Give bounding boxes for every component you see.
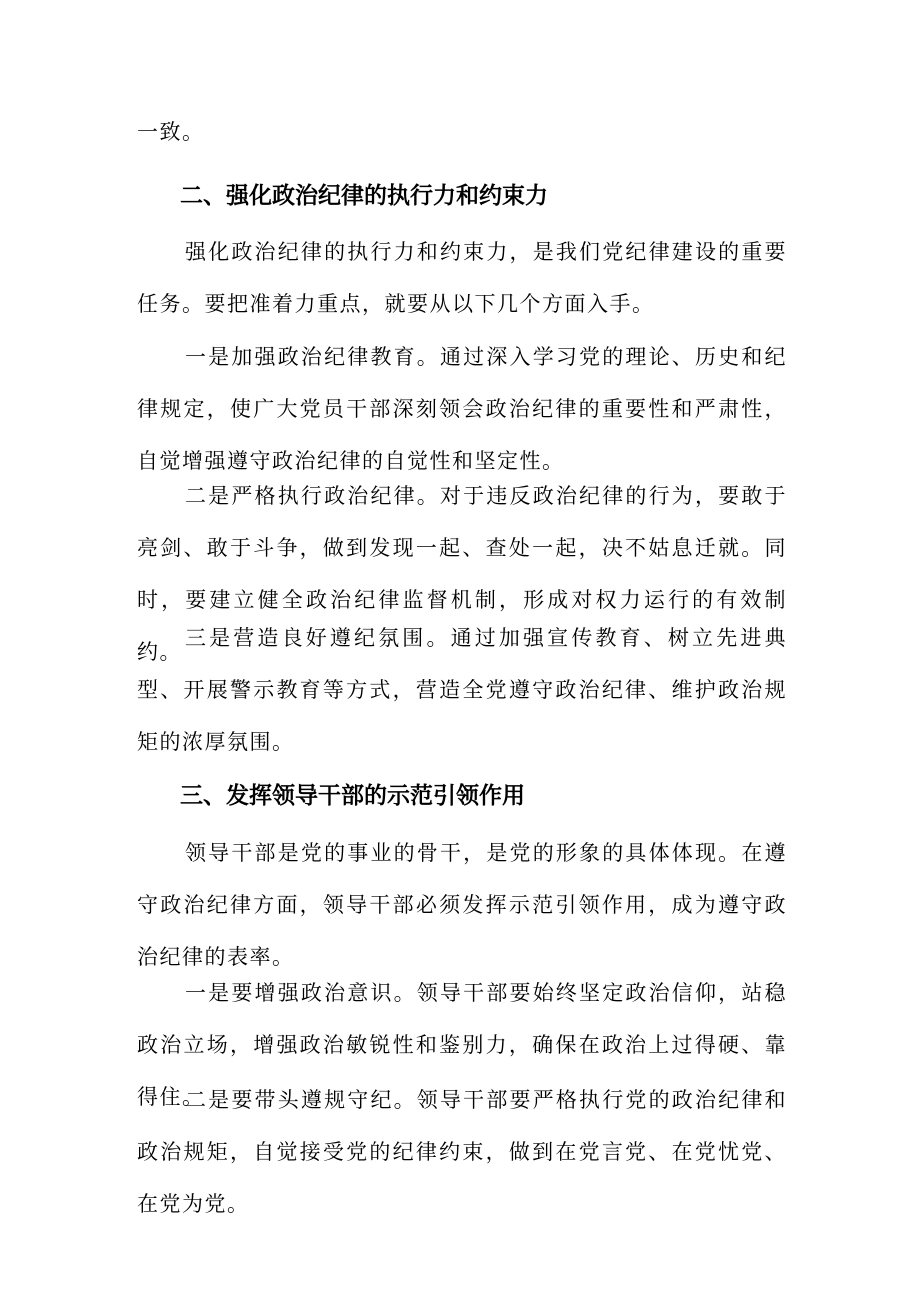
section-2-intro-paragraph: 强化政治纪律的执行力和约束力，是我们党纪律建设的重要任务。要把准着力重点，就要从以下几个方面入手。 xyxy=(137,240,787,316)
section-2-point-3-paragraph: 三是营造良好遵纪氛围。通过加强宣传教育、树立先进典型、开展警示教育等方式，营造全党遵守政治纪律、维护政治规矩的浓厚氛围。 xyxy=(137,626,787,754)
section-3-heading: 三、发挥领导干部的示范引领作用 xyxy=(180,783,525,809)
section-2-point-1-paragraph: 一是加强政治纪律教育。通过深入学习党的理论、历史和纪律规定，使广大党员干部深刻领会政治纪律的重要性和严肃性，自觉增强遵守政治纪律的自觉性和坚定性。 xyxy=(137,345,787,473)
section-3-intro-paragraph: 领导干部是党的事业的骨干，是党的形象的具体体现。在遵守政治纪律方面，领导干部必须发挥示范引领作用，成为遵守政治纪律的表率。 xyxy=(137,841,787,969)
section-3-point-2-paragraph: 二是要带头遵规守纪。领导干部要严格执行党的政治纪律和政治规矩，自觉接受党的纪律约束，做到在党言党、在党忧党、在党为党。 xyxy=(137,1088,787,1216)
section-2-point-2-paragraph: 二是严格执行政治纪律。对于违反政治纪律的行为，要敢于亮剑、敢于斗争，做到发现一起、查处一起，决不姑息迁就。同时，要建立健全政治纪律监督机制，形成对权力运行的有效制约。 xyxy=(137,484,787,664)
section-2-heading: 二、强化政治纪律的执行力和约束力 xyxy=(180,183,548,209)
continuation-text: 一致。 xyxy=(137,120,205,144)
section-3-point-1-paragraph: 一是要增强政治意识。领导干部要始终坚定政治信仰，站稳政治立场，增强政治敏锐性和鉴别力，确保在政治上过得硬、靠得住。 xyxy=(137,981,787,1109)
